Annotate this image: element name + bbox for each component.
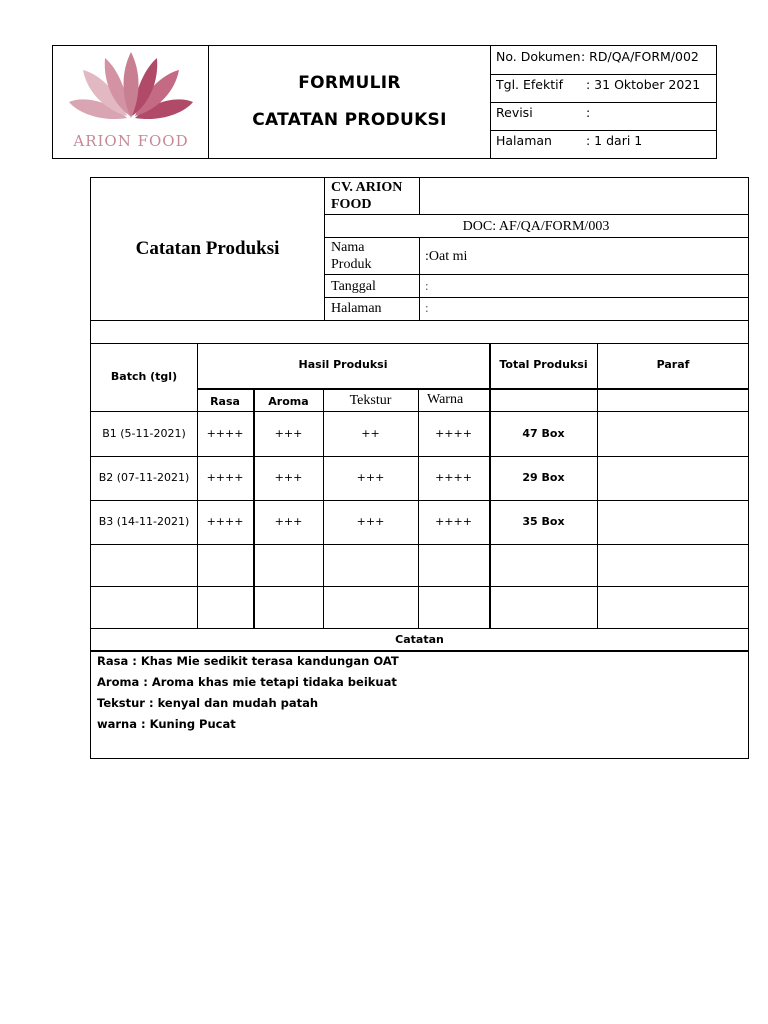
meta-value: :: [586, 105, 591, 120]
nama-produk-value[interactable]: :Oat mi: [425, 249, 468, 264]
note-line-aroma: Aroma : Aroma khas mie tetapi tidaka beikuat: [97, 675, 397, 689]
company-name: [331, 179, 402, 213]
cell-rasa: ++++: [206, 515, 244, 528]
cell-total: 47 Box: [522, 427, 565, 440]
tanggal-label: Tanggal: [331, 279, 376, 294]
header-paraf: Paraf: [656, 358, 690, 371]
cell-warna: ++++: [435, 471, 472, 484]
header-total-produksi: Total Produksi: [499, 358, 588, 371]
company-line-2: FOOD: [331, 197, 372, 212]
cell-warna: ++++: [435, 427, 472, 440]
form-title-line-2: CATATAN PRODUKSI: [252, 110, 447, 130]
meta-value: : 1 dari 1: [586, 133, 643, 148]
cell-total: 35 Box: [522, 515, 565, 528]
header-batch: Batch (tgl): [110, 370, 178, 383]
note-line-rasa: Rasa : Khas Mie sedikit terasa kandungan OAT: [97, 654, 399, 668]
cell-batch: B1 (5-11-2021): [102, 427, 186, 440]
cell-aroma: +++: [274, 515, 303, 528]
nama-label-line-1: Nama: [331, 240, 365, 255]
halaman-value[interactable]: :: [425, 300, 429, 315]
form-title: Catatan Produksi: [135, 238, 280, 259]
cell-batch: B2 (07-11-2021): [98, 471, 190, 484]
company-line-1: CV. ARION: [331, 180, 403, 195]
meta-label: No. Dokumen: [496, 49, 581, 64]
cell-aroma: +++: [274, 427, 303, 440]
form-title-line-1: FORMULIR: [298, 73, 401, 93]
document-meta: [491, 46, 716, 158]
note-line-warna: warna : Kuning Pucat: [97, 717, 236, 731]
logo-text: ARION FOOD: [73, 132, 189, 150]
meta-row-revisi: [491, 102, 716, 131]
note-line-tekstur: Tekstur : kenyal dan mudah patah: [97, 696, 319, 710]
meta-label: Revisi: [496, 105, 533, 120]
cell-rasa: ++++: [206, 427, 244, 440]
title-cell: [209, 46, 491, 158]
logo-cell: [53, 46, 209, 158]
meta-label: Tgl. Efektif: [496, 77, 563, 92]
cell-batch: B3 (14-11-2021): [98, 515, 190, 528]
tanggal-value[interactable]: :: [425, 278, 429, 293]
cell-rasa: ++++: [206, 471, 244, 484]
lotus-logo-icon: [53, 46, 209, 136]
cell-warna: ++++: [435, 515, 472, 528]
cell-tekstur: +++: [356, 471, 385, 484]
meta-row-tgl-efektif: [491, 74, 716, 103]
cell-aroma: +++: [274, 471, 303, 484]
meta-value: : 31 Oktober 2021: [586, 77, 701, 92]
notes-title: Catatan: [395, 633, 444, 646]
cell-tekstur: ++: [361, 427, 380, 440]
meta-row-halaman: [491, 130, 716, 158]
meta-row-no-dokumen: [491, 46, 716, 75]
header-rasa: Rasa: [210, 395, 240, 408]
header-tekstur: Tekstur: [349, 393, 392, 408]
cell-tekstur: +++: [356, 515, 385, 528]
meta-value: : RD/QA/FORM/002: [581, 49, 699, 64]
header-hasil-produksi: Hasil Produksi: [298, 358, 388, 371]
production-form: [90, 177, 749, 759]
header-aroma: Aroma: [268, 395, 309, 408]
header-warna: Warna: [427, 392, 464, 407]
document-header: [52, 45, 717, 159]
nama-produk-label: [331, 239, 371, 273]
cell-total: 29 Box: [522, 471, 565, 484]
nama-label-line-2: Produk: [331, 257, 372, 272]
meta-label: Halaman: [496, 133, 552, 148]
doc-number: DOC: AF/QA/FORM/003: [462, 219, 610, 234]
halaman-label: Halaman: [331, 301, 382, 316]
